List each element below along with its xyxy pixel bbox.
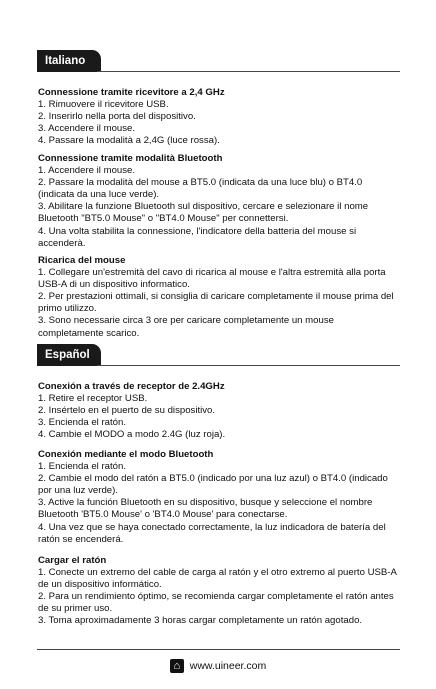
section-es-charging	[38, 555, 398, 628]
divider	[97, 365, 400, 366]
list-item: 1. Collegare un'estremità del cavo di ricarica al mouse e l'altra estremità alla porta USB-A di un dispositivo informatico.	[38, 267, 386, 291]
list-item: 2. Para un rendimiento óptimo, se recomienda cargar completamente el ratón antes de su primer uso.	[38, 591, 394, 615]
footer-url[interactable]: www.uineer.com	[189, 660, 267, 672]
list-item: 2. Insértelo en el puerto de su dispositivo.	[38, 405, 216, 417]
list-item: 1. Retire el receptor USB.	[38, 393, 148, 405]
list-item: 2. Per prestazioni ottimali, si consiglia di caricare completamente il mouse prima del primo utilizzo.	[38, 291, 394, 315]
list-item: 3. Abilitare la funzione Bluetooth sul dispositivo, cercare e selezionare il nome Bluetooth "BT5.0 Mouse" o "BT4.0 Mouse" per connettersi.	[38, 201, 369, 225]
list-item: 3. Accendere il mouse.	[38, 123, 136, 135]
section-es-24ghz	[38, 381, 398, 441]
footer-divider	[37, 649, 400, 650]
section-title: Cargar el ratón	[38, 555, 107, 566]
list-item: 4. Una volta stabilita la connessione, l'indicatore della batteria del mouse si accenderà.	[38, 225, 357, 249]
list-item: 1. Accendere il mouse.	[38, 165, 136, 177]
section-it-bluetooth	[38, 153, 398, 250]
section-title: Connessione tramite modalità Bluetooth	[38, 153, 223, 164]
lang-tab-espanol: Español	[37, 344, 101, 366]
section-title: Conexión a través de receptor de 2.4GHz	[38, 381, 225, 392]
list-item: 3. Active la función Bluetooth en su dispositivo, busque y seleccione el nombre Bluetooth 'BT5.0 Mouse' o 'BT4.0 Mouse' para conectarse.	[38, 497, 373, 521]
list-item: 2. Passare la modalità del mouse a BT5.0 (indicata da una luce blu) o BT4.0 (indicata da una luce verde).	[38, 177, 363, 201]
section-title: Conexión mediante el modo Bluetooth	[38, 449, 214, 460]
list-item: 4. Cambie el MODO a modo 2.4G (luz roja).	[38, 429, 226, 441]
section-title: Connessione tramite ricevitore a 2,4 GHz	[38, 87, 225, 98]
footer	[0, 659, 436, 673]
section-it-24ghz	[38, 87, 398, 147]
lang-header-italiano	[37, 50, 400, 72]
list-item: 2. Inserirlo nella porta del dispositivo.	[38, 111, 196, 123]
list-item: 4. Passare la modalità a 2,4G (luce rossa).	[38, 135, 220, 147]
list-item: 4. Una vez que se haya conectado correctamente, la luz indicadora de batería del ratón se encenderá.	[38, 521, 386, 545]
home-icon: ⌂	[170, 659, 184, 673]
section-es-bluetooth	[38, 449, 398, 546]
list-item: 1. Rimuovere il ricevitore USB.	[38, 99, 169, 111]
divider	[97, 71, 400, 72]
section-title: Ricarica del mouse	[38, 255, 126, 266]
list-item: 1. Encienda el ratón.	[38, 461, 127, 473]
list-item: 2. Cambie el modo del ratón a BT5.0 (indicado por una luz azul) o BT4.0 (indicado por una luz verde).	[38, 473, 388, 497]
list-item: 1. Conecte un extremo del cable de carga al ratón y el otro extremo al puerto USB-A de un dispositivo informático.	[38, 567, 397, 591]
lang-header-espanol	[37, 344, 400, 366]
list-item: 3. Toma aproximadamente 3 horas cargar completamente un ratón agotado.	[38, 615, 363, 627]
list-item: 3. Sono necessarie circa 3 ore per caricare completamente un mouse completamente scarico.	[38, 315, 334, 339]
list-item: 3. Encienda el ratón.	[38, 417, 127, 429]
lang-tab-italiano: Italiano	[37, 50, 101, 72]
section-it-charging	[38, 255, 398, 340]
